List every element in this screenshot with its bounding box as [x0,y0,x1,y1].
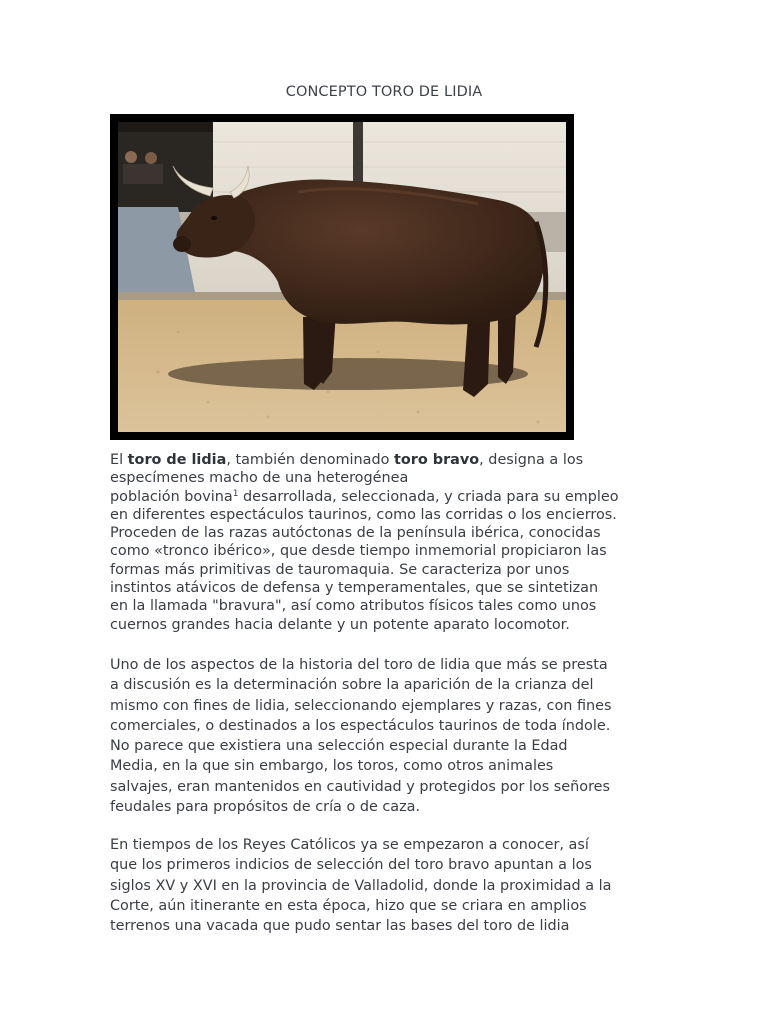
paragraph-1-line: formas más primitivas de tauromaquia. Se caracteriza por unos [110,561,570,578]
paragraph-1-line: población bovina$^1$ desarrollada, seleccionada, y criada para su empleo [110,488,619,505]
paragraph-1-line: cuernos grandes hacia delante y un potente aparato locomotor. [110,616,570,633]
paragraph-2-line: Uno de los aspectos de la historia del toro de lidia que más se presta [110,657,608,673]
paragraph-2-line: a discusión es la determinación sobre la aparición de la crianza del [110,677,594,694]
spectator-head [125,151,137,163]
term-toro-bravo: toro bravo [394,452,480,468]
paragraph-1-line: especímenes macho de una heterogénea [110,470,409,487]
spectator-head [145,152,157,164]
paragraph-3 [110,835,670,936]
footnote-ref[interactable]: 1 [232,488,239,499]
bull-muzzle [173,236,191,252]
paragraph-2-line: salvajes, eran mantenidos en cautividad y protegidos por los señores [110,778,611,795]
paragraph-1 [110,451,670,634]
paragraph-2-line: No parece que existiera una selección especial durante la Edad [110,738,568,755]
paragraph-1-line: Proceden de las razas autóctonas de la península ibérica, conocidas [110,525,601,542]
bull-eye [211,216,217,220]
bull-photo-frame [110,114,574,440]
paragraph-1-line: instintos atávicos de defensa y temperamentales, que se sintetizan [110,580,599,597]
paragraph-3-line: En tiempos de los Reyes Católicos ya se empezaron a conocer, así [110,837,589,853]
term-toro-de-lidia: toro de lidia [127,452,227,468]
paragraph-2-line: Media, en la que sin embargo, los toros, como otros animales [110,758,554,775]
paragraph-3-line: siglos XV y XVI en la provincia de Valladolid, donde la proximidad a la [110,877,612,894]
paragraph-2 [110,655,670,817]
paragraph-3-line: terrenos una vacada que pudo sentar las bases del toro de lidia [110,918,570,935]
paragraph-1-line: El toro de lidia, también denominado toro bravo, designa a los [110,452,584,468]
paragraph-3-line: que los primeros indicios de selección del toro bravo apuntan a los [110,857,592,874]
bull-photo [118,122,566,432]
paragraph-2-line: feudales para propósitos de cría o de caza. [110,799,421,816]
paragraph-2-line: comerciales, o destinados a los espectáculos taurinos de toda índole. [110,717,611,734]
paragraph-3-line: Corte, aún itinerante en esta época, hizo que se criara en amplios [110,897,587,914]
paragraph-2-line: mismo con fines de lidia, seleccionando ejemplares y razas, con fines [110,697,612,714]
paragraph-1-line: en diferentes espectáculos taurinos, como las corridas o los encierros. [110,506,617,523]
page-title: CONCEPTO TORO DE LIDIA [285,84,483,100]
paragraph-1-line: en la llamada "bravura", así como atributos físicos tales como unos [110,598,597,615]
paragraph-1-line: como «tronco ibérico», que desde tiempo inmemorial propiciaron las [110,543,607,560]
